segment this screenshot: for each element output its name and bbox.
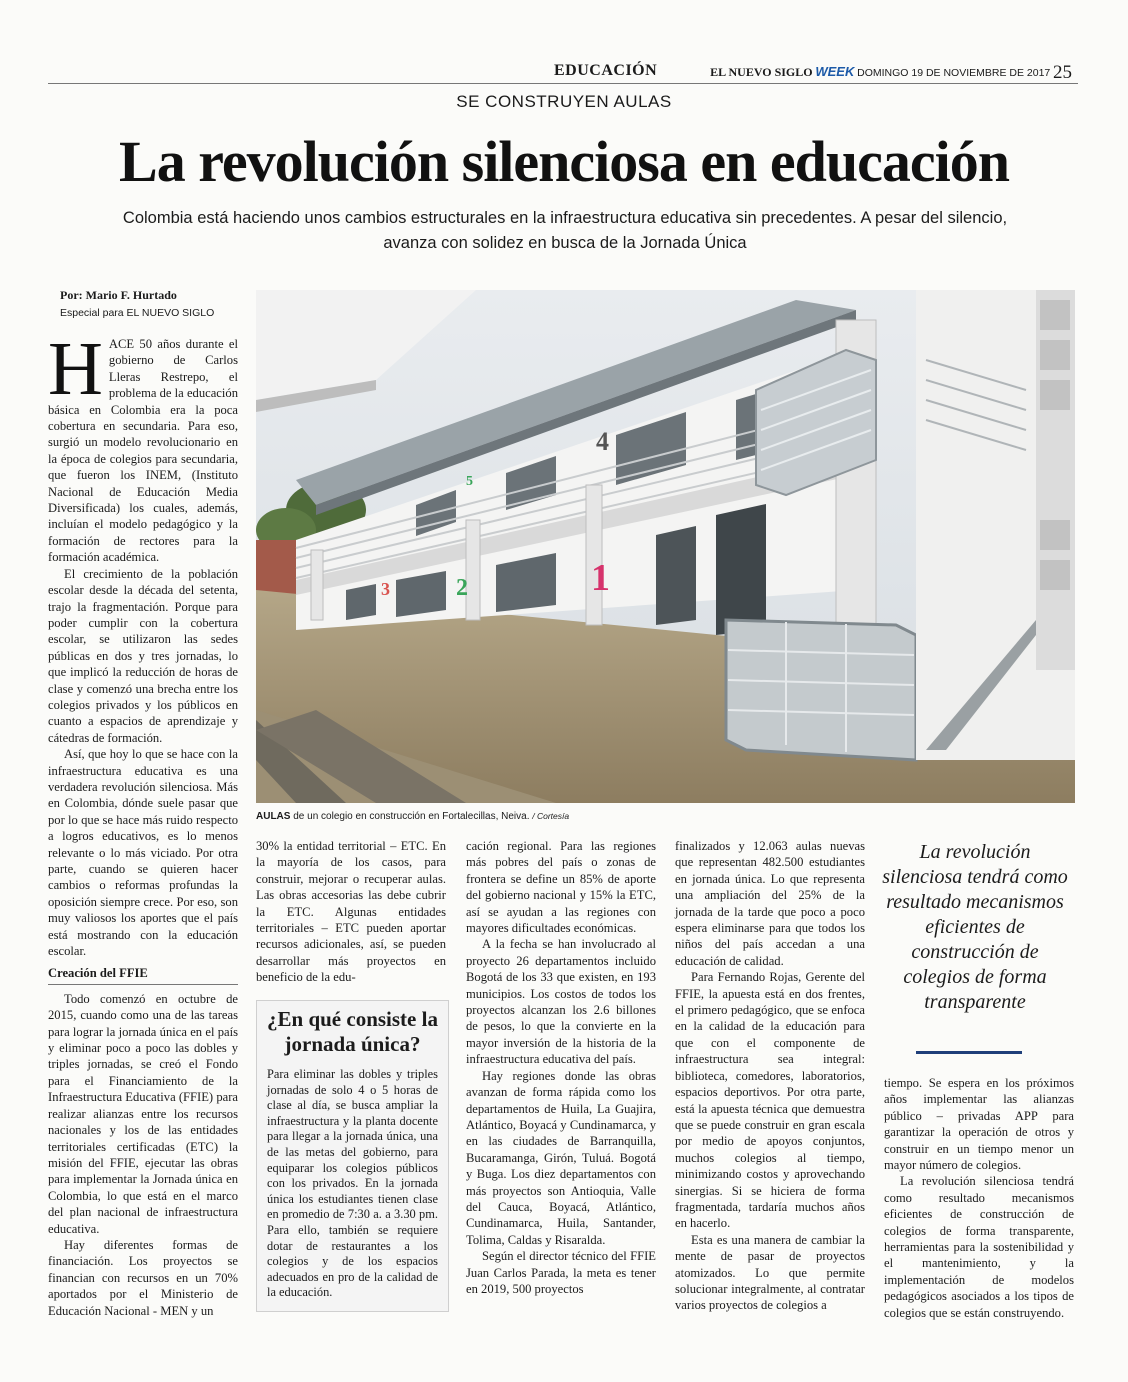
box-body: Para eliminar las dobles y triples jornadas de solo 4 o 5 horas de clase al día, se busca ampliar la infraestructura y la planta docente para llegar a la jornada única, una de las metas del gobierno, para equiparar los colegios públicos con los privados. En la jornada única los estudiantes tienen clase en promedio de 7:30 a. a 3.30 pm. Para ello, también se requiere dotar de restaurantes a los colegios y de los espacios adecuados en pro de la calidad de la educación. [267, 1067, 438, 1300]
paragraph: cación regional. Para las regiones más pobres del país o zonas de frontera se define un 85% de aporte del gobierno nacional y 15% la ETC, así se ayudan a las regiones con mayores dificultades económicas. [466, 839, 656, 936]
column-1 [48, 327, 238, 1319]
paragraph: 30% la entidad territorial – ETC. En la mayoría de los casos, para construir, mejorar o recuperar aulas. Las obras accesorias las debe cubrir la ETC. Algunas entidades territoriales – ETC pueden aportar recursos adicionales, así, se pueden desarrollar más proyectos en beneficio de la edu- [256, 839, 446, 985]
room-number-2: 2 [456, 575, 468, 601]
pull-quote-rule [916, 1051, 1022, 1054]
dropcap: H [48, 327, 103, 411]
paragraph: Esta es una manera de cambiar la mente de pasar de proyectos atomizados. Lo que permite solucionar integralmente, al contratar varios proyectos de colegios a [675, 1232, 865, 1313]
byline-author: Por: Mario F. Hurtado [60, 288, 177, 302]
paragraph: Hay regiones donde las obras avanzan de forma rápida como los departamentos de Huila, La Guajira, Atlántico, Boyacá y Cundinamarca, y en las ciudades de Barranquilla, Bucaramanga, Girón, Tuluá. Bogotá y Buga. Los diez departamentos con más proyectos son Antioquia, Valle del Cauca, Boyacá, Atlántico, Cundinamarca, Huila, Santander, Tolima, Caldas y Risaralda. [466, 1068, 656, 1247]
subheading: Creación del FFIE [48, 965, 238, 984]
column-2 [256, 838, 446, 986]
caption-text: de un colegio en construcción en Fortalecillas, Neiva. [290, 811, 530, 822]
deck [50, 206, 1080, 256]
paragraph: Para Fernando Rojas, Gerente del FFIE, la apuesta está en dos frentes, el primero pedagógico, que se enfoca en la calidad de la educación para que con el componente de infraestructura sea integral: biblioteca, comedores, laboratorios, espacios deportivos. Por otra parte, está la apuesta técnica que demuestra que se puede construir en gran escala por medio de apoyos conjuntos, muchos colegios al tiempo, minimizando costos y aprovechando sinergias. Si se hiciera de forma fragmentada, tardaría muchos años en hacerlo. [675, 970, 865, 1231]
week-logo: WEEK [815, 64, 855, 79]
headline: La revolución silenciosa en educación [119, 129, 1009, 194]
column-3 [466, 838, 656, 1297]
paragraph: El crecimiento de la población escolar desde la década del setenta, trajo la fragmentación. Porque para poder cumplir con la cobertura escolar, se utilizaron las sedes públicas en dos y tres jornadas, lo que implicó la reducción de horas de clase y comenzó una brecha entre los colegios privados y los públicos en cuanto a espacios de aprendizaje y cátedras de formación. [48, 566, 238, 745]
column-5 [884, 1075, 1074, 1321]
paragraph-text: ACE 50 años durante el gobierno de Carlos Lleras Restrepo, el problema de la educación básica en Colombia era la poca cobertura en secundaria. Para eso, surgió un modelo revolucionario en la época de colegios para secundaria, que fueron los INEM, (Instituto Nacional de Educación Media Diversificada) los cuales, además, incluían el modelo pedagógico y la formación de rectores para la formación académica. [48, 337, 238, 565]
box-title: ¿En qué consiste la jornada única? [267, 1007, 438, 1056]
page-number: 25 [1053, 62, 1072, 83]
paragraph: tiempo. Se espera en los próximos años implementar las alianzas público – privadas APP para garantizar la operación de otros y construir en un tiempo menor un mayor número de colegios. [884, 1076, 1074, 1173]
folio [710, 62, 1072, 84]
pull-quote: La revolución silenciosa tendrá como resultado mecanismos eficientes de construcción de colegios de forma transparente [882, 841, 1068, 1013]
paragraph: La revolución silenciosa tendrá como resultado mecanismos eficientes de construcción de colegios de forma transparente, herramientas para la sostenibilidad y el mantenimiento, y la implementación de modelos pedagógicos asociados a los tipos de colegios que se están construyendo. [884, 1174, 1074, 1320]
room-number-1: 1 [591, 557, 610, 599]
school-photo [256, 290, 1075, 803]
photo-caption [256, 811, 569, 822]
room-number-5: 5 [466, 474, 473, 489]
kicker: SE CONSTRUYEN AULAS [456, 92, 672, 111]
paragraph: Todo comenzó en octubre de 2015, cuando como una de las tareas para lograr la jornada única en el país y eliminar poco a poco las dobles y triples jornadas, se creó el Fondo para el Financiamiento de la Infraestructura Educativa (FFIE) para realizar alianzas entre los recursos nacionales y los de las entidades territoriales certificadas (ETC) la misión del FFIE, ejecutar las obras para implementar la Jornada única en Colombia, lo que está en el marco del plan nacional de infraestructura educativa. [48, 991, 238, 1236]
issue-date: DOMINGO 19 DE NOVIEMBRE DE 2017 [857, 67, 1051, 79]
caption-bold: AULAS [256, 811, 291, 822]
paragraph: Según el director técnico del FFIE Juan Carlos Parada, la meta es tener en 2019, 500 proyectos [466, 1249, 656, 1296]
paragraph: A la fecha se han involucrado al proyecto 26 departamentos incluido Bogotá de los 33 que existen, en 193 municipios. Los costos de todos los proyectos alcanzan los 2.6 billones de pesos, lo que la convierte en la mayor inversión de la historia de la infraestructura educativa del país. [466, 937, 656, 1067]
deck-line-2: avanza con solidez en busca de la Jornada Única [383, 234, 747, 252]
room-number-4: 4 [596, 427, 609, 456]
deck-line-1: Colombia está haciendo unos cambios estructurales en la infraestructura educativa sin precedentes. A pesar del silencio, [122, 209, 1008, 227]
room-number-3: 3 [381, 579, 390, 599]
school-building-illustration [256, 290, 1075, 803]
paragraph [48, 327, 238, 566]
page-header [48, 62, 1078, 84]
paragraph: finalizados y 12.063 aulas nuevas que representan 482.500 estudiantes en jornada única. Lo que representa una ampliación del 25% de la jornada de la tarde que poco a poco espera eliminarse para que todos los niños del país accedan a una educación de calidad. [675, 839, 865, 968]
paper-name: EL NUEVO SIGLO [710, 65, 813, 79]
section-label: EDUCACIÓN [554, 62, 658, 79]
byline-role: Especial para EL NUEVO SIGLO [60, 307, 215, 319]
paragraph: Hay diferentes formas de financiación. Los proyectos se financian con recursos en un 70% aportados por el Ministerio de Educación Nacional - MEN y un [48, 1237, 238, 1318]
column-4 [675, 838, 865, 1314]
paragraph: Así, que hoy lo que se hace con la infraestructura educativa es una verdadera revolución silenciosa. Más en Colombia, dónde suele pasar que por lo que se hace más ruido respecto a logros educativos, es lo menos relevante o lo más viciado. Por otra parte, cuando se quieren hacer cambios o reformas profundas la oposición siempre crece. Por eso, son muy valiosos los aportes que el país está mostrando con la educación escolar. [48, 747, 238, 959]
sidebar-box [256, 1000, 449, 1312]
photo-credit: / Cortesía [532, 811, 570, 821]
